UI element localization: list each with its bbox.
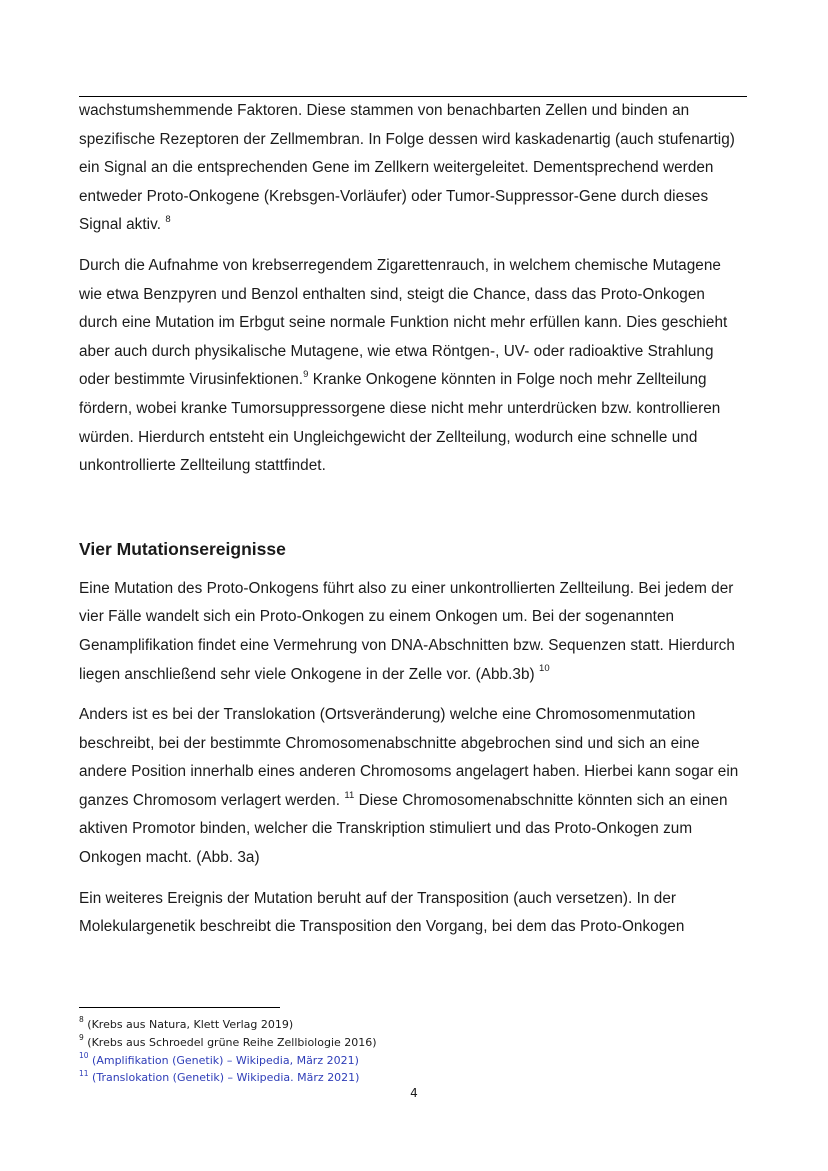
footnote-11[interactable] <box>79 1069 679 1087</box>
footnote-link[interactable]: (Amplifikation (Genetik) – Wikipedia, März 2021) <box>92 1053 359 1067</box>
page-number: 4 <box>410 1086 418 1100</box>
footnote-divider <box>79 1007 280 1008</box>
paragraph-5-text: Ein weiteres Ereignis der Mutation beruht auf der Transposition (auch versetzen). In der Molekulargenetik beschreibt die Transposition den Vorgang, bei dem das Proto-Onkogen <box>79 889 685 936</box>
footnote-number: 8 <box>79 1015 84 1025</box>
paragraph-2-text-b: Kranke Onkogene könnten in Folge noch mehr Zellteilung fördern, wobei kranke Tumorsuppressorgene diese nicht mehr unterdrücken bzw. kontrollieren würden. Hierdurch entsteht ein Ungleichgewicht der Zellteilung, wodurch eine schnelle und unkontrollierte Zellteilung stattfindet. <box>79 371 721 475</box>
footnote-10[interactable] <box>79 1052 679 1070</box>
footnote-8 <box>79 1016 679 1034</box>
paragraph-1-text: wachstumshemmende Faktoren. Diese stammen von benachbarten Zellen und binden an spezifische Rezeptoren der Zellmembran. In Folge dessen wird kaskadenartig (auch stufenartig) ein Signal an die entsprechenden Gene im Zellkern weitergeleitet. Dementsprechend werden entweder Proto-Onkogene (Krebsgen-Vorläufer) oder Tumor-Suppressor-Gene durch dieses Signal aktiv. <box>79 102 735 234</box>
footnote-number: 11 <box>79 1068 89 1078</box>
paragraph-2-text-a: Durch die Aufnahme von krebserregendem Zigarettenrauch, in welchem chemische Mutagene wie etwa Benzpyren und Benzol enthalten sind, steigt die Chance, dass das Proto-Onkogen durch eine Mutation im Erbgut seine normale Funktion nicht mehr erfüllen kann. Dies geschieht aber auch durch physikalische Mutagene, wie etwa Röntgen-, UV- oder radioaktive Strahlung oder bestimmte Virusinfektionen. <box>79 256 728 389</box>
paragraph-3 <box>79 575 747 689</box>
paragraph-3-text: Eine Mutation des Proto-Onkogens führt also zu einer unkontrollierten Zellteilung. Bei jedem der vier Fälle wandelt sich ein Proto-Onkogen zu einem Onkogen um. Bei der sogenannten Genamplifikation findet eine Vermehrung von DNA-Abschnitten bzw. Sequenzen statt. Hierdurch liegen anschließend sehr viele Onkogene in der Zelle vor. (Abb.3b) <box>79 579 735 683</box>
footnote-text: (Krebs aus Schroedel grüne Reihe Zellbiologie 2016) <box>87 1035 377 1049</box>
section-heading: Vier Mutationsereignisse <box>79 538 286 559</box>
paragraph-4 <box>79 701 747 873</box>
paragraph-4-text-b: Diese Chromosomenabschnitte könnten sich an einen aktiven Promotor binden, welcher die Transkription stimuliert und das Proto-Onkogen zum Onkogen macht. (Abb. 3a) <box>79 791 728 867</box>
footnote-ref-11[interactable]: 11 <box>344 789 355 801</box>
paragraph-1 <box>79 97 747 240</box>
footnote-ref-10[interactable]: 10 <box>538 663 550 675</box>
paragraph-4-text-a: Anders ist es bei der Translokation (Ortsveränderung) welche eine Chromosomenmutation beschreibt, bei der bestimmte Chromosomenabschnitte abgebrochen sind und sich an eine andere Position innerhalb eines anderen Chromosoms angelagert haben. Hierbei kann sogar ein ganzes Chromosom verlagert werden. <box>79 706 739 809</box>
footnote-9 <box>79 1034 679 1052</box>
footnote-number: 10 <box>79 1050 89 1060</box>
paragraph-2 <box>79 252 747 481</box>
footnote-number: 9 <box>79 1033 84 1043</box>
footnote-ref-9[interactable]: 9 <box>303 369 309 381</box>
page-body <box>79 97 747 954</box>
footnote-link[interactable]: (Translokation (Genetik) – Wikipedia. März 2021) <box>92 1071 360 1085</box>
footnotes <box>79 1016 679 1087</box>
footnote-text: (Krebs aus Natura, Klett Verlag 2019) <box>87 1018 294 1031</box>
footnote-ref-8[interactable]: 8 <box>165 214 171 226</box>
paragraph-5 <box>79 885 747 942</box>
